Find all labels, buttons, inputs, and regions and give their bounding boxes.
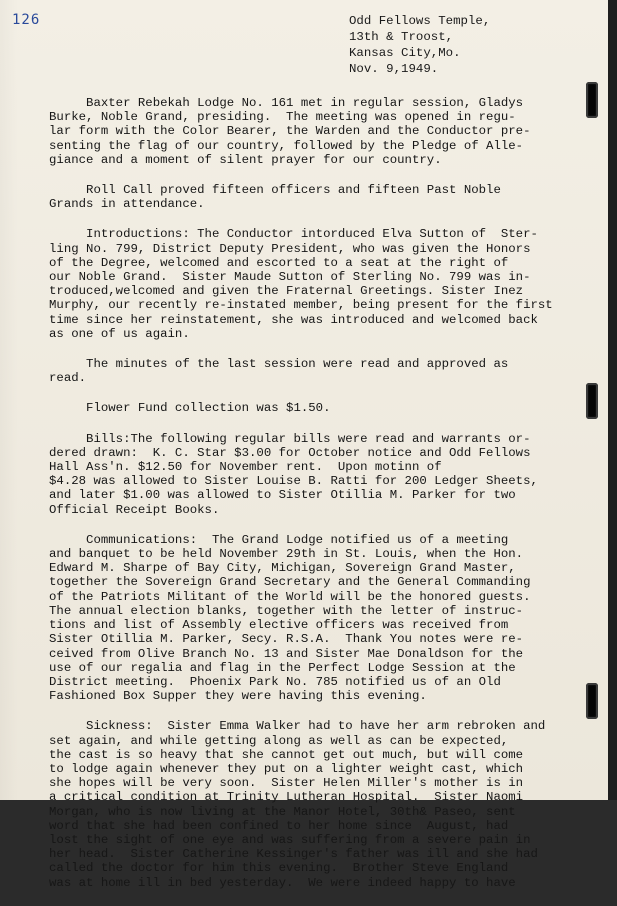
- text-line: Sickness: Sister Emma Walker had to have her arm rebroken and: [49, 719, 546, 734]
- text-line: Grands in attendance.: [49, 197, 205, 212]
- text-line: Morgan, who is now living at the Manor Hotel, 30th& Paseo, sent: [49, 804, 516, 819]
- paragraph: [49, 227, 594, 341]
- text-line: to lodge again whenever they put on a lighter weight cast, which: [49, 761, 524, 776]
- text-line: dered drawn: K. C. Star $3.00 for October notice and Odd Fellows: [49, 445, 531, 460]
- text-line: giance and a moment of silent prayer for our country.: [49, 152, 442, 167]
- text-line: Fashioned Box Supper they were having this evening.: [49, 689, 427, 704]
- paragraph: [49, 183, 594, 211]
- text-line: called the doctor for him this evening. Brother Steve England: [49, 861, 509, 876]
- text-line: Hall Ass'n. $12.50 for November rent. Upon motinn of: [49, 460, 442, 475]
- text-line: our Noble Grand. Sister Maude Sutton of Sterling No. 799 was in-: [49, 270, 531, 285]
- page-edge-shadow: [608, 0, 617, 800]
- text-line: District meeting. Phoenix Park No. 785 notified us of an Old: [49, 674, 501, 689]
- minutes-body: [49, 96, 594, 906]
- text-line: ling No. 799, District Deputy President, who was given the Honors: [49, 241, 531, 256]
- paragraph: [49, 96, 594, 167]
- text-line: lost the sight of one eye and was suffering from a severe pain in: [49, 832, 531, 847]
- text-line: and banquet to be held November 29th in St. Louis, when the Hon.: [49, 547, 524, 562]
- text-line: and later $1.00 was allowed to Sister Otillia M. Parker for two: [49, 488, 516, 503]
- binder-hole: [586, 683, 598, 719]
- text-line: her head. Sister Catherine Kessinger's father was ill and she had: [49, 847, 538, 862]
- text-line: as one of us again.: [49, 326, 190, 341]
- binder-hole: [586, 82, 598, 118]
- address-line: Kansas City,Mo.: [349, 46, 461, 60]
- text-line: Official Receipt Books.: [49, 502, 220, 517]
- paragraph: [49, 719, 594, 889]
- text-line: set again, and while getting along as well as can be expected,: [49, 733, 509, 748]
- text-line: Burke, Noble Grand, presiding. The meeting was opened in regu-: [49, 110, 516, 125]
- text-line: $4.28 was allowed to Sister Louise B. Ratti for 200 Ledger Sheets,: [49, 474, 538, 489]
- text-line: Introductions: The Conductor intorduced Elva Sutton of Ster-: [49, 227, 538, 242]
- address-line: Odd Fellows Temple,: [349, 14, 491, 28]
- text-line: troduced,welcomed and given the Fraternal Greetings. Sister Inez: [49, 284, 524, 299]
- text-line: of the Patriots Militant of the World will be the honored guests.: [49, 589, 531, 604]
- text-line: read.: [49, 371, 87, 386]
- paragraph: [49, 401, 594, 415]
- text-line: Baxter Rebekah Lodge No. 161 met in regular session, Gladys: [49, 96, 524, 110]
- address-block: [349, 13, 490, 77]
- text-line: word that she had been confined to her home since August, had: [49, 818, 509, 833]
- text-line: Bills:The following regular bills were read and warrants or-: [49, 431, 531, 446]
- text-line: Edward M. Sharpe of Bay City, Michigan, Sovereign Grand Master,: [49, 561, 516, 576]
- text-line: tions and list of Assembly elective officers was received from: [49, 618, 509, 633]
- page-number: 126: [12, 12, 41, 28]
- text-line: senting the flag of our country, followed by the Pledge of Alle-: [49, 138, 524, 153]
- text-line: together the Sovereign Grand Secretary and the General Commanding: [49, 575, 531, 590]
- paragraph: [49, 432, 594, 517]
- paragraph: [49, 533, 594, 703]
- text-line: was at home ill in bed yesterday. We were indeed happy to have: [49, 875, 516, 890]
- text-line: ceived from Olive Branch No. 13 and Sister Mae Donaldson for the: [49, 646, 524, 661]
- text-line: lar form with the Color Bearer, the Warden and the Conductor pre-: [49, 124, 531, 139]
- text-line: Murphy, our recently re-instated member, being present for the first: [49, 298, 553, 313]
- text-line: The annual election blanks, together with the letter of instruc-: [49, 603, 524, 618]
- paragraph: [49, 357, 594, 385]
- address-line: 13th & Troost,: [349, 30, 454, 44]
- text-line: time since her reinstatement, she was introduced and welcomed back: [49, 312, 538, 327]
- binder-hole: [586, 383, 598, 419]
- text-line: of the Degree, welcomed and escorted to a seat at the right of: [49, 255, 509, 270]
- text-line: Communications: The Grand Lodge notified us of a meeting: [49, 532, 509, 547]
- text-line: Flower Fund collection was $1.50.: [49, 401, 331, 416]
- text-line: Roll Call proved fifteen officers and fifteen Past Noble: [49, 183, 501, 198]
- text-line: the cast is so heavy that she cannot get out much, but will come: [49, 747, 524, 762]
- text-line: use of our regalia and flag in the Perfect Lodge Session at the: [49, 660, 516, 675]
- text-line: Sister Otillia M. Parker, Secy. R.S.A. Thank You notes were re-: [49, 632, 524, 647]
- text-line: The minutes of the last session were read and approved as: [49, 357, 509, 372]
- text-line: she hopes will be very soon. Sister Helen Miller's mother is in: [49, 776, 524, 791]
- date-line: Nov. 9,1949.: [349, 62, 439, 76]
- text-line: a critical condition at Trinity Lutheran Hospital. Sister Naomi: [49, 790, 524, 805]
